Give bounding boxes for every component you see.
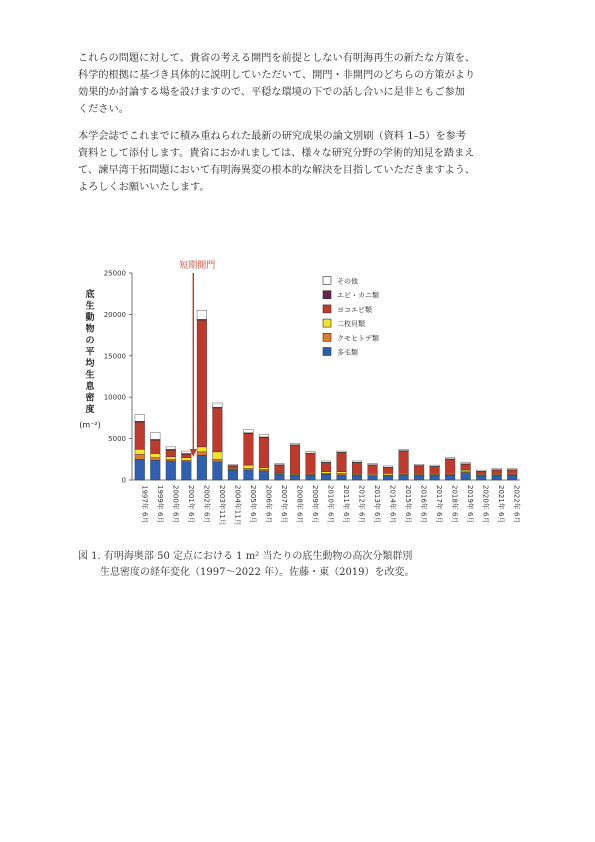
x-tick-label: 2014年 6月 [388, 485, 397, 524]
bar-segment [275, 465, 285, 472]
bar-segment [290, 445, 300, 474]
x-tick-label: 2004年11月 [233, 485, 242, 526]
x-tick-label: 2007年 6月 [279, 485, 288, 524]
bar-segment [150, 458, 160, 460]
paragraph-2 [78, 128, 530, 196]
bar-segment [368, 463, 378, 464]
bar-segment [244, 470, 254, 480]
bar-segment [430, 476, 440, 480]
x-tick-label: 2003年11月 [217, 485, 226, 526]
x-tick-label: 2013年 6月 [373, 485, 382, 524]
bar-segment [259, 438, 269, 468]
bar-segment [166, 447, 176, 449]
bar-segment [445, 459, 455, 473]
bar-segment [244, 468, 254, 470]
bar-segment [290, 476, 300, 480]
bar-segment [213, 459, 223, 461]
bar-segment [368, 474, 378, 476]
bar-segment [383, 473, 393, 475]
bar-segment [213, 462, 223, 480]
legend-swatch [323, 348, 331, 356]
legend-swatch [323, 291, 331, 299]
legend-swatch [323, 305, 331, 313]
bar-segment [352, 463, 362, 475]
y-tick-label: 5000 [108, 435, 126, 444]
bar-segment [197, 447, 207, 452]
legend-label: エビ・カニ類 [337, 291, 379, 300]
x-tick-label: 2019年 6月 [466, 485, 475, 524]
bar-segment [182, 454, 192, 457]
x-tick-label: 2016年 6月 [419, 485, 428, 524]
legend-swatch [323, 319, 331, 327]
legend-label: クモヒトデ類 [337, 334, 379, 343]
y-tick-label: 20000 [103, 310, 126, 319]
y-axis-label-char: 生 [85, 370, 95, 381]
bar-segment [213, 403, 223, 407]
bar-segment [275, 474, 285, 480]
y-axis-label-char: 息 [85, 382, 95, 392]
x-tick-label: 2010年 6月 [326, 485, 335, 524]
y-tick-label: 10000 [103, 393, 126, 402]
x-tick-label: 2005年 6月 [248, 485, 257, 524]
bar-segment [290, 444, 300, 445]
y-axis-label-char: 動 [85, 313, 95, 323]
y-axis-label-char: 物 [85, 324, 95, 335]
x-tick-label: 2011年 6月 [342, 485, 351, 524]
benthos-density-chart [0, 255, 595, 545]
x-tick-label: 1999年 6月 [155, 485, 164, 524]
bar-segment [383, 466, 393, 467]
legend-label: 多毛類 [337, 348, 358, 357]
bar-segment [306, 454, 316, 474]
bar-segment [337, 453, 347, 472]
paragraph-1-line: これらの問題に対して、貴省の考える開門を前提としない有明海再生の新たな方策を、 [78, 53, 476, 64]
bar-segment [213, 408, 223, 452]
bar-segment [445, 458, 455, 459]
bar-segment [492, 468, 502, 469]
x-tick-label: 2012年 6月 [357, 485, 366, 524]
bar-segment [197, 455, 207, 480]
x-tick-label: 2017年 6月 [435, 485, 444, 524]
bar-segment [461, 473, 471, 480]
bar-segment [461, 470, 471, 472]
y-tick-label: 0 [121, 476, 126, 485]
y-axis-label-char: 均 [85, 359, 95, 369]
bar-segment [368, 476, 378, 480]
x-tick-label: 2002年 6月 [202, 485, 211, 524]
bar-segment [337, 451, 347, 452]
bar-segment [259, 434, 269, 436]
bar-segment [135, 449, 145, 454]
bar-segment [430, 467, 440, 474]
bar-segment [507, 468, 517, 469]
bar-segment [352, 461, 362, 462]
caption-line: 図 1. 有明海奥部 50 定点における 1 m² 当たりの底生動物の高次分類群別 [78, 551, 413, 562]
bar-segment [399, 451, 409, 473]
bar-segment [166, 461, 176, 480]
bar-segment [135, 422, 145, 449]
bar-segment [150, 433, 160, 440]
bar-segment [135, 454, 145, 459]
bar-segment [399, 475, 409, 480]
paragraph-1-line: 科学的根拠に基づき具体的に説明していただいて、開門・非開門のどちらの方策がより [78, 70, 476, 81]
paragraph-2-line: 資料として添付します。貴省におかれましては、様々な研究分野の学術的知見を踏まえ [78, 148, 475, 159]
y-axis-label-char: 底 [85, 290, 95, 300]
paragraph-2-line: 本学会誌でこれまでに積み重ねられた最新の研究成果の論文別刷（資料 1–5）を参考 [78, 131, 467, 142]
bar-segment [476, 472, 486, 474]
bar-segment [228, 466, 238, 468]
y-axis-unit: (m⁻²) [79, 420, 101, 430]
x-tick-label: 2022年 6月 [512, 485, 521, 524]
bar-segment [228, 465, 238, 466]
y-axis-label-char: の [85, 336, 95, 346]
bar-segment [492, 476, 502, 480]
bar-segment [166, 457, 176, 459]
bar-segment [507, 475, 517, 480]
x-tick-label: 2006年 6月 [264, 485, 273, 524]
x-tick-label: 2020年 6月 [481, 485, 490, 524]
x-tick-label: 2015年 6月 [404, 485, 413, 524]
annotation-label: 短期開門 [179, 261, 216, 271]
legend-label: その他 [337, 277, 358, 286]
x-tick-label: 2021年 6月 [497, 485, 506, 524]
bar-segment [321, 472, 331, 474]
paragraph-1 [78, 50, 530, 118]
paragraph-2-line: て、諫早湾干拓問題において有明海異変の根本的な解決を目指していただきますよう、 [78, 165, 476, 176]
bar-segment [259, 469, 269, 471]
y-axis-label-char: 生 [85, 301, 95, 312]
bar-segment [306, 475, 316, 480]
bar-segment [150, 460, 160, 480]
bar-segment [150, 440, 160, 453]
bar-segment [182, 458, 192, 460]
bar-segment [337, 473, 347, 475]
bar-segment [321, 474, 331, 480]
bar-segment [166, 450, 176, 457]
y-axis-label-char: 度 [85, 405, 95, 415]
bar-segment [321, 463, 331, 472]
x-tick-label: 2000年 6月 [171, 485, 180, 524]
bar-segment [383, 468, 393, 474]
bar-segment [461, 464, 471, 470]
paragraph-1-line: 効果的か討論する場を設けますので、平穏な環境の下での話し合いに是非ともご参加 [78, 87, 465, 98]
y-tick-label: 15000 [103, 352, 126, 361]
bar-segment [135, 459, 145, 480]
x-tick-label: 2009年 6月 [310, 485, 319, 524]
bar-segment [383, 476, 393, 480]
y-tick-label: 25000 [103, 269, 126, 278]
bar-segment [321, 461, 331, 462]
bar-segment [337, 475, 347, 480]
paragraph-1-line: ください。 [78, 104, 129, 115]
legend-swatch [323, 277, 331, 285]
figure [0, 255, 595, 545]
bar-segment [244, 434, 254, 465]
bar-segment [228, 470, 238, 480]
figure-caption [78, 549, 548, 581]
legend-label: ヨコエビ類 [337, 305, 372, 314]
bar-segment [306, 451, 316, 453]
bar-segment [275, 463, 285, 464]
x-tick-label: 2008年 6月 [295, 485, 304, 524]
bar-segment [399, 449, 409, 450]
bar-segment [337, 472, 347, 474]
bar-segment [197, 310, 207, 319]
bar-segment [182, 451, 192, 453]
bar-segment [492, 470, 502, 474]
caption-line: 生息密度の経年変化（1997〜2022 年）。佐藤・東（2019）を改変。 [100, 567, 415, 578]
bar-segment [150, 454, 160, 458]
bar-segment [445, 475, 455, 480]
legend-label: 二枚貝類 [337, 320, 365, 329]
bar-segment [182, 462, 192, 480]
bar-segment [368, 465, 378, 473]
bar-segment [244, 429, 254, 432]
bar-segment [352, 476, 362, 480]
bar-segment [182, 460, 192, 462]
bar-segment [414, 476, 424, 480]
bar-segment [259, 468, 269, 470]
y-axis-label-char: 平 [85, 347, 95, 358]
bar-segment [461, 463, 471, 464]
y-axis-label-char: 密 [85, 393, 95, 404]
legend-swatch [323, 333, 331, 341]
paragraph-2-line: よろしくお願いいたします。 [78, 182, 210, 193]
bar-segment [476, 476, 486, 480]
bar-segment [197, 320, 207, 447]
bar-segment [507, 470, 517, 473]
bar-segment [166, 459, 176, 461]
x-tick-label: 2001年 6月 [186, 485, 195, 524]
bar-segment [476, 470, 486, 471]
bar-segment [197, 452, 207, 455]
bar-segment [414, 466, 424, 474]
bar-segment [430, 465, 440, 466]
bar-segment [414, 464, 424, 465]
x-tick-label: 2018年 6月 [450, 485, 459, 524]
bar-segment [135, 415, 145, 422]
bar-segment [244, 465, 254, 468]
bar-segment [259, 471, 269, 480]
bar-segment [213, 452, 223, 459]
x-tick-label: 1997年 6月 [140, 485, 149, 524]
